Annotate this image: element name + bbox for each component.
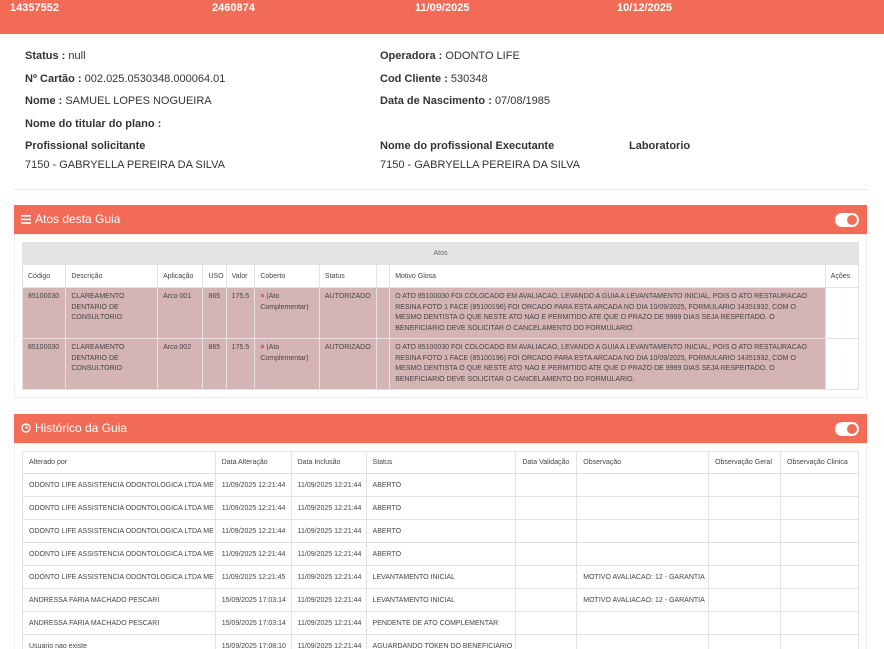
table-row: 85100030 CLAREAMENTO DENTARIO DE CONSULTORIO Arco 001 865 175.5 × (Ato Complementar) AUTORIZADO O ATO 85100030 FOI COLOCADO EM AVALIACAO, LEVANDO A GUIA A LEVANTAMENTO INICIAL, POIS O ATO RESTAURACAO RESINA FOTO 1 FACE (85100196) FOI ORCADO PARA ESTA ARCADA NO DIA 10/09/2025, FORMULARIO 14351932, COM O MESMO DENTISTA O QUE NESTE ATO NAO E PERMITIDO ATE QUE O PRAZO DE 9999 DIAS SEJA RESPEITADO. O BENEFICIARIO DEVE SOLICITAR O CANCELAMENTO DO FORMULARIO. (23, 288, 859, 339)
hist-cell-obs (577, 612, 709, 635)
atos-table (22, 242, 859, 390)
hist-cell-obs-clin (781, 474, 859, 497)
hist-cell-data-val (516, 612, 577, 635)
hist-cell-data-inc: 11/09/2025 12:21:44 (291, 497, 366, 520)
hist-cell-data-val (516, 474, 577, 497)
hist-cell-obs-geral (709, 566, 781, 589)
hist-cell-status: ABERTO (366, 474, 516, 497)
historico-section-toggle[interactable] (835, 422, 859, 436)
col-descricao: Descrição (66, 265, 158, 288)
hist-cell-status: LEVANTAMENTO INICIAL (366, 566, 516, 589)
historico-section-header[interactable] (14, 414, 867, 443)
hist-cell-status: PENDENTE DE ATO COMPLEMENTAR (366, 612, 516, 635)
hist-cell-status: ABERTO (366, 497, 516, 520)
status-field: Status : null (25, 50, 86, 62)
hist-cell-alterado: ODONTO LIFE ASSISTENCIA ODONTOLOGICA LTDA ME (23, 566, 216, 589)
col-valor: Valor (226, 265, 255, 288)
nascimento-field: Data de Nascimento : 07/08/1985 (380, 95, 550, 107)
hist-cell-status: ABERTO (366, 543, 516, 566)
hist-cell-status: ABERTO (366, 520, 516, 543)
col-status: Status (366, 452, 516, 474)
hist-cell-data-val (516, 589, 577, 612)
operadora-field: Operadora : ODONTO LIFE (380, 50, 520, 62)
hist-cell-alterado: ANDRESSA FARIA MACHADO PESCARI (23, 589, 216, 612)
table-row: 85100030 CLAREAMENTO DENTARIO DE CONSULTORIO Arco 002 865 175.5 × (Ato Complementar) AUTORIZADO O ATO 85100030 FOI COLOCADO EM AVALIACAO, LEVANDO A GUIA A LEVANTAMENTO INICIAL, POIS O ATO RESTAURACAO RESINA FOTO 1 FACE (85100196) FOI ORCADO PARA ESTA ARCADA NO DIA 10/09/2025, FORMULARIO 14351932, COM O MESMO DENTISTA O QUE NESTE ATO NAO E PERMITIDO ATE QUE O PRAZO DE 9999 DIAS SEJA RESPEITADO. O BENEFICIARIO DEVE SOLICITAR O CANCELAMENTO DO FORMULARIO. (23, 339, 859, 390)
hist-cell-obs-clin (781, 543, 859, 566)
hist-cell-data-alt: 15/09/2025 17:08:10 (215, 635, 291, 649)
col-acoes: Ações (825, 265, 858, 288)
senha-number: 2460874 (212, 2, 255, 14)
hist-cell-data-inc: 11/09/2025 12:21:44 (291, 566, 366, 589)
hist-cell-data-val (516, 566, 577, 589)
col-coberto: Coberto (255, 265, 320, 288)
col-uso: USO (203, 265, 226, 288)
cod-cliente-field: Cod Cliente : 530348 (380, 73, 488, 85)
atos-table-caption: Atos (23, 243, 859, 265)
hist-cell-alterado: ODONTO LIFE ASSISTENCIA ODONTOLOGICA LTDA ME (23, 543, 216, 566)
table-row (23, 635, 859, 649)
solicitante-label: Profissional solicitante (25, 140, 146, 152)
solicitante-value: 7150 - GABRYELLA PEREIRA DA SILVA (25, 159, 225, 171)
hist-cell-data-inc: 11/09/2025 12:21:44 (291, 474, 366, 497)
hist-cell-obs-clin (781, 497, 859, 520)
x-icon: × (260, 293, 265, 300)
historico-section-title: Histórico da Guia (35, 421, 128, 435)
hist-cell-data-inc: 11/09/2025 12:21:44 (291, 612, 366, 635)
hist-cell-data-alt: 15/09/2025 17:03:14 (215, 612, 291, 635)
hist-cell-obs-geral (709, 635, 781, 649)
hist-cell-data-alt: 11/09/2025 12:21:45 (215, 566, 291, 589)
col-motivo-glosa: Motivo Glosa (390, 265, 825, 288)
table-row (23, 612, 859, 635)
hist-cell-data-inc: 11/09/2025 12:21:44 (291, 520, 366, 543)
col-data-validacao: Data Validação (516, 452, 577, 474)
hist-cell-data-alt: 11/09/2025 12:21:44 (215, 520, 291, 543)
beneficiary-info-card (14, 40, 868, 190)
atos-section-title: Atos desta Guia (35, 212, 121, 226)
col-blank (377, 265, 390, 288)
table-row (23, 543, 859, 566)
col-data-alteracao: Data Alteração (215, 452, 291, 474)
cartao-field: Nº Cartão : 002.025.0530348.000064.01 (25, 73, 226, 85)
x-icon: × (260, 344, 265, 351)
hist-cell-obs (577, 543, 709, 566)
col-observacao-clinica: Observação Clinica (781, 452, 859, 474)
hist-cell-obs-clin (781, 635, 859, 649)
hist-cell-data-val (516, 520, 577, 543)
table-row (23, 566, 859, 589)
hist-cell-obs-geral (709, 612, 781, 635)
validity-date: 10/12/2025 (617, 2, 673, 14)
col-data-inclusao: Data Inclusão (291, 452, 366, 474)
hist-cell-obs: MOTIVO AVALIACAO: 12 - GARANTIA (577, 566, 709, 589)
hist-cell-obs-geral (709, 589, 781, 612)
hist-cell-data-alt: 11/09/2025 12:21:44 (215, 474, 291, 497)
hist-cell-alterado: ODONTO LIFE ASSISTENCIA ODONTOLOGICA LTDA ME (23, 474, 216, 497)
col-status: Status (319, 265, 376, 288)
hist-cell-data-alt: 11/09/2025 12:21:44 (215, 543, 291, 566)
hist-cell-obs (577, 635, 709, 649)
acoes-cell[interactable] (825, 288, 858, 339)
col-observacao-geral: Observação Geral (709, 452, 781, 474)
table-row (23, 589, 859, 612)
hist-cell-data-alt: 11/09/2025 12:21:44 (215, 497, 291, 520)
col-aplicacao: Aplicação (158, 265, 203, 288)
emission-date: 11/09/2025 (415, 2, 470, 14)
titular-field: Nome do titular do plano : (25, 118, 162, 130)
hist-cell-data-alt: 15/09/2025 17:03:14 (215, 589, 291, 612)
hist-cell-data-inc: 11/09/2025 12:21:44 (291, 543, 366, 566)
hist-cell-obs-geral (709, 520, 781, 543)
table-row (23, 474, 859, 497)
hist-cell-alterado: ANDRESSA FARIA MACHADO PESCARI (23, 612, 216, 635)
hist-cell-data-val (516, 543, 577, 566)
guia-number: 14357552 (10, 2, 59, 14)
hist-cell-status: AGUARDANDO TOKEN DO BENEFICIARIO (366, 635, 516, 649)
hist-cell-obs-clin (781, 612, 859, 635)
hist-cell-obs-geral (709, 497, 781, 520)
hist-cell-obs: MOTIVO AVALIACAO: 12 - GARANTIA (577, 589, 709, 612)
hist-cell-obs-clin (781, 520, 859, 543)
hist-cell-obs (577, 520, 709, 543)
hist-cell-data-inc: 11/09/2025 12:21:44 (291, 635, 366, 649)
hist-cell-data-inc: 11/09/2025 12:21:44 (291, 589, 366, 612)
hist-cell-alterado: Usuario nao existe (23, 635, 216, 649)
col-observacao: Observação (577, 452, 709, 474)
executante-value: 7150 - GABRYELLA PEREIRA DA SILVA (380, 159, 580, 171)
hist-cell-status: LEVANTAMENTO INICIAL (366, 589, 516, 612)
clock-icon (21, 422, 31, 436)
hist-cell-alterado: ODONTO LIFE ASSISTENCIA ODONTOLOGICA LTDA ME (23, 520, 216, 543)
hist-cell-obs-clin (781, 589, 859, 612)
laboratorio-label: Laboratorio (629, 140, 691, 152)
hist-cell-obs (577, 474, 709, 497)
hist-cell-obs (577, 497, 709, 520)
hist-cell-alterado: ODONTO LIFE ASSISTENCIA ODONTOLOGICA LTDA ME (23, 497, 216, 520)
acoes-cell[interactable] (825, 339, 858, 390)
nome-field: Nome : SAMUEL LOPES NOGUEIRA (25, 95, 212, 107)
col-alterado-por: Alterado por (23, 452, 216, 474)
list-icon (21, 213, 31, 227)
table-row (23, 497, 859, 520)
atos-section-toggle[interactable] (835, 213, 859, 227)
hist-cell-obs-geral (709, 543, 781, 566)
col-codigo: Código (23, 265, 66, 288)
historico-table (22, 451, 859, 649)
guia-header-bar (0, 0, 884, 34)
hist-cell-obs-clin (781, 566, 859, 589)
atos-section-header[interactable] (14, 205, 867, 234)
hist-cell-data-val (516, 497, 577, 520)
table-row (23, 520, 859, 543)
hist-cell-data-val (516, 635, 577, 649)
hist-cell-obs-geral (709, 474, 781, 497)
executante-label: Nome do profissional Executante (380, 140, 555, 152)
